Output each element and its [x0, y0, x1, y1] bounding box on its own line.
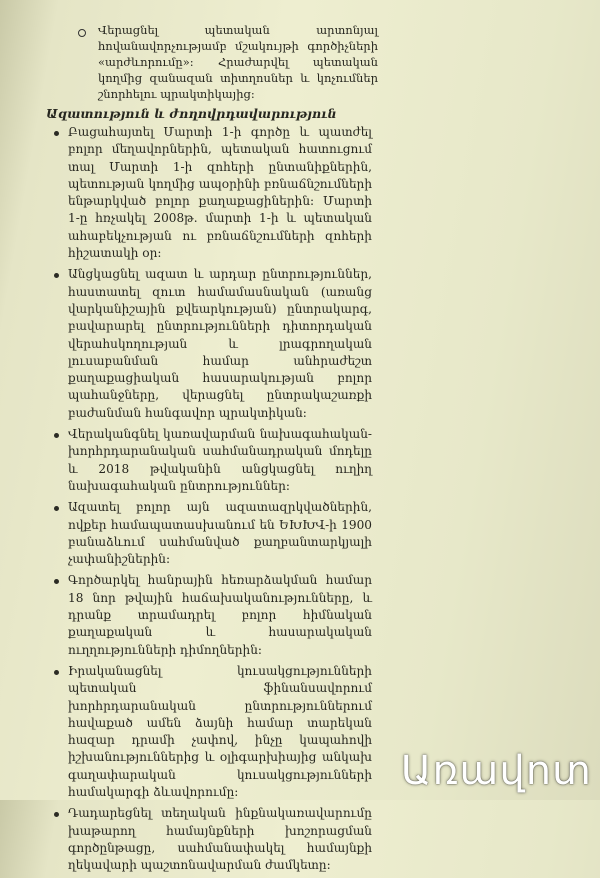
- bullet-icon: [54, 131, 59, 136]
- list-item: [54, 663, 372, 801]
- list-item: [54, 124, 372, 262]
- list-item-text: Դադարեցնել տեղական ինքնակառավարումը խաթարող համայնքների խոշորացման գործընթացը, սահմանափակել համայնքի ղեկավարի պաշտոնավարման ժամկետը:: [68, 806, 372, 873]
- list-item-top: [78, 22, 378, 102]
- watermark-logo: Առավոտ: [400, 748, 592, 794]
- list-item-text: Գործարկել հանրային հեռարձակման համար 18 նոր թվային հաճախականությունները, և դրանք տրամադրել բոլոր հիմնական քաղաքական և հասարակական ուղղությունների դիմողներին:: [68, 573, 372, 657]
- list-item: [54, 499, 372, 568]
- bullet-icon: [54, 506, 59, 511]
- list-item-text: Վերացնել պետական արտոնյալ հովանավորչությամբ մշակույթի գործիչների «արժևորումը»: Հրաժարվել պետական կողմից զանազան տիտղոսներ և կոչումներ շնորհելու պրակտիկայից:: [98, 23, 378, 101]
- bullet-icon: [54, 670, 59, 675]
- list-item-text: Անցկացնել ազատ և արդար ընտրություններ, հաստատել զուտ համամասնական (առանց վարկանիշային քվեարկության) ընտրակարգ, բավարարել ընտրությունների դիտորդական վերահսկողության և լրագրողական լուսաբանման համար անհրաժեշտ քաղաքացիական հասարակության բոլոր պահանջները, վերացնել ընտրակաշառքի բաժանման հանգավոր պրակտիկան:: [68, 267, 372, 420]
- bullet-icon: [54, 812, 59, 817]
- circle-bullet-icon: [78, 29, 86, 37]
- bullet-icon: [54, 433, 59, 438]
- section-heading: Ազատություն և ժողովրդավարություն: [46, 106, 337, 121]
- list-item-text: Բացահայտել Մարտի 1-ի գործը և պատժել բոլոր մեղավորներին, պետական հատուցում տալ Մարտի 1-ի զոհերի ընտանիքներին, պետության կողմից ապօրինի բռնաճնշումների ենթարկված բոլոր քաղաքացիներին: Մարտի 1-ը հռչակել 2008թ. մարտի 1-ի և պետական ահաբեկչության ու բռնաճնշումների զոհերի հիշատակի օր:: [68, 125, 372, 261]
- list-item-text: Իրականացնել կուսակցությունների պետական ֆինանսավորում խորհրդարանական ընտրություններում հավաքած ամեն ձայնի համար տարեկան հազար դրամի չափով, ինչը կապահովի իշխանություններից և օլիգարխիայից անկախ գաղափարական կուսակցությունների համակարգի ձևավորումը:: [68, 663, 372, 799]
- list-item-text: Ազատել բոլոր այն ազատազրկվածներին, ովքեր համապատասխանում են ԵԽԽՎ-ի 1900 բանաձևում սահմանված քաղբանտարկյալի չափանիշներին:: [68, 500, 372, 567]
- list-item: [54, 266, 372, 422]
- bullet-list: [54, 124, 372, 878]
- list-item: [54, 426, 372, 495]
- bullet-icon: [54, 579, 59, 584]
- list-item: [54, 572, 372, 658]
- list-item: [54, 805, 372, 874]
- bullet-icon: [54, 273, 59, 278]
- list-item-text: Վերականգնել կառավարման նախագահական-խորհրդարանական սահմանադրական մոդելը և 2018 թվականին անցկացնել ուղիղ նախագահական ընտրություններ:: [68, 427, 372, 493]
